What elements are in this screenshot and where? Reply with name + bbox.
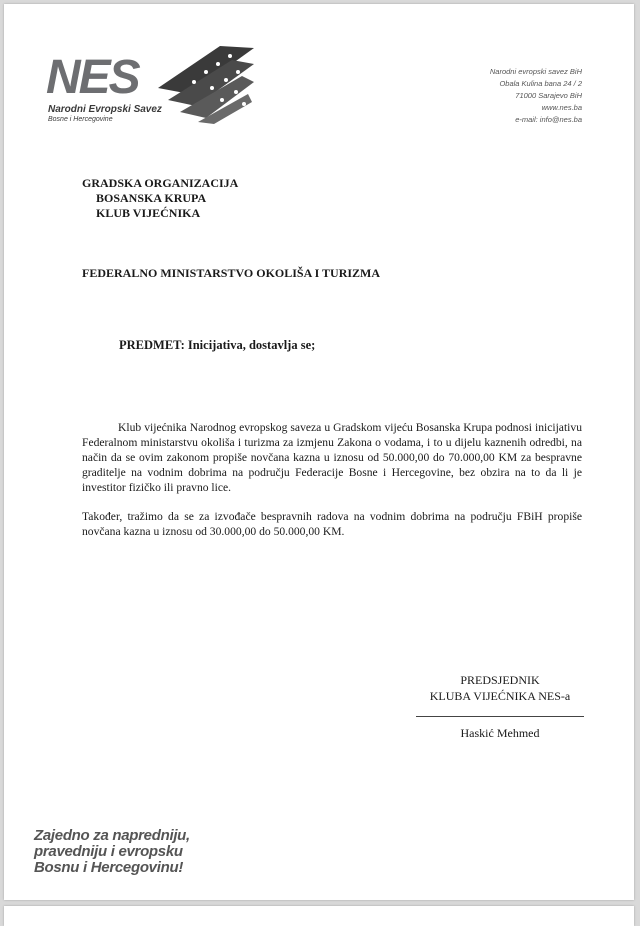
flag-swoosh-icon [150, 42, 256, 124]
sender-line-2: BOSANSKA KRUPA [96, 191, 207, 205]
contact-city: 71000 Sarajevo BiH [515, 91, 582, 100]
slogan-line-3: Bosnu i Hercegovinu! [34, 859, 184, 876]
sender-line-1: GRADSKA ORGANIZACIJA [82, 176, 239, 190]
contact-website: www.nes.ba [541, 103, 582, 112]
next-page-edge [4, 906, 634, 926]
slogan-line-2: pravedniju i evropsku [34, 843, 183, 860]
recipient: FEDERALNO MINISTARSTVO OKOLIŠA I TURIZMA [82, 266, 381, 280]
logo-wordmark: NES [46, 51, 139, 104]
contact-street: Obala Kulina bana 24 / 2 [499, 79, 582, 88]
sender-line-3: KLUB VIJEĆNIKA [96, 206, 201, 220]
contact-org: Narodni evropski savez BiH [489, 67, 582, 76]
logo-subtitle: Narodni Evropski Savez [48, 104, 162, 115]
letter-body [82, 420, 582, 539]
footer-slogan [34, 828, 190, 876]
subject-line: PREDMET: Inicijativa, dostavlja se; [119, 338, 316, 352]
contact-block [490, 66, 582, 126]
signature-block [416, 672, 584, 741]
signature-title-1: PREDSJEDNIK [460, 673, 540, 687]
letter-page [4, 4, 634, 900]
logo-subtitle-2: Bosne i Hercegovine [48, 116, 113, 123]
nes-logo [46, 42, 256, 132]
body-paragraph-2: Također, tražimo da se za izvođače bespravnih radova na vodnim dobrima na području FBiH propiše novčana kazna u iznosu od 30.000,00 do 50.000,00 KM. [82, 510, 582, 538]
body-paragraph-1: Klub vijećnika Narodnog evropskog saveza u Gradskom vijeću Bosanska Krupa podnosi inicijativu Federalnom ministarstvu okoliša i turizma za izmjenu Zakona o vodama, i to u dijelu kaznenih odredbi, na način da se ovim zakonom propiše novčana kazna u iznosu od 50.000,00 do 70.000,00 KM za bespravne graditelje na vodnim dobrima na području Federacije Bosne i Hercegovine, bez obzira na to da li je investitor fizičko ili pravno lice. [82, 421, 582, 494]
signatory-name: Haskić Mehmed [460, 726, 540, 740]
sender-block [82, 176, 238, 221]
signature-title-2: KLUBA VIJEĆNIKA NES-a [429, 689, 571, 703]
signature-line [416, 716, 584, 717]
contact-email: e-mail: info@nes.ba [515, 115, 582, 124]
slogan-line-1: Zajedno za napredniju, [34, 827, 190, 844]
